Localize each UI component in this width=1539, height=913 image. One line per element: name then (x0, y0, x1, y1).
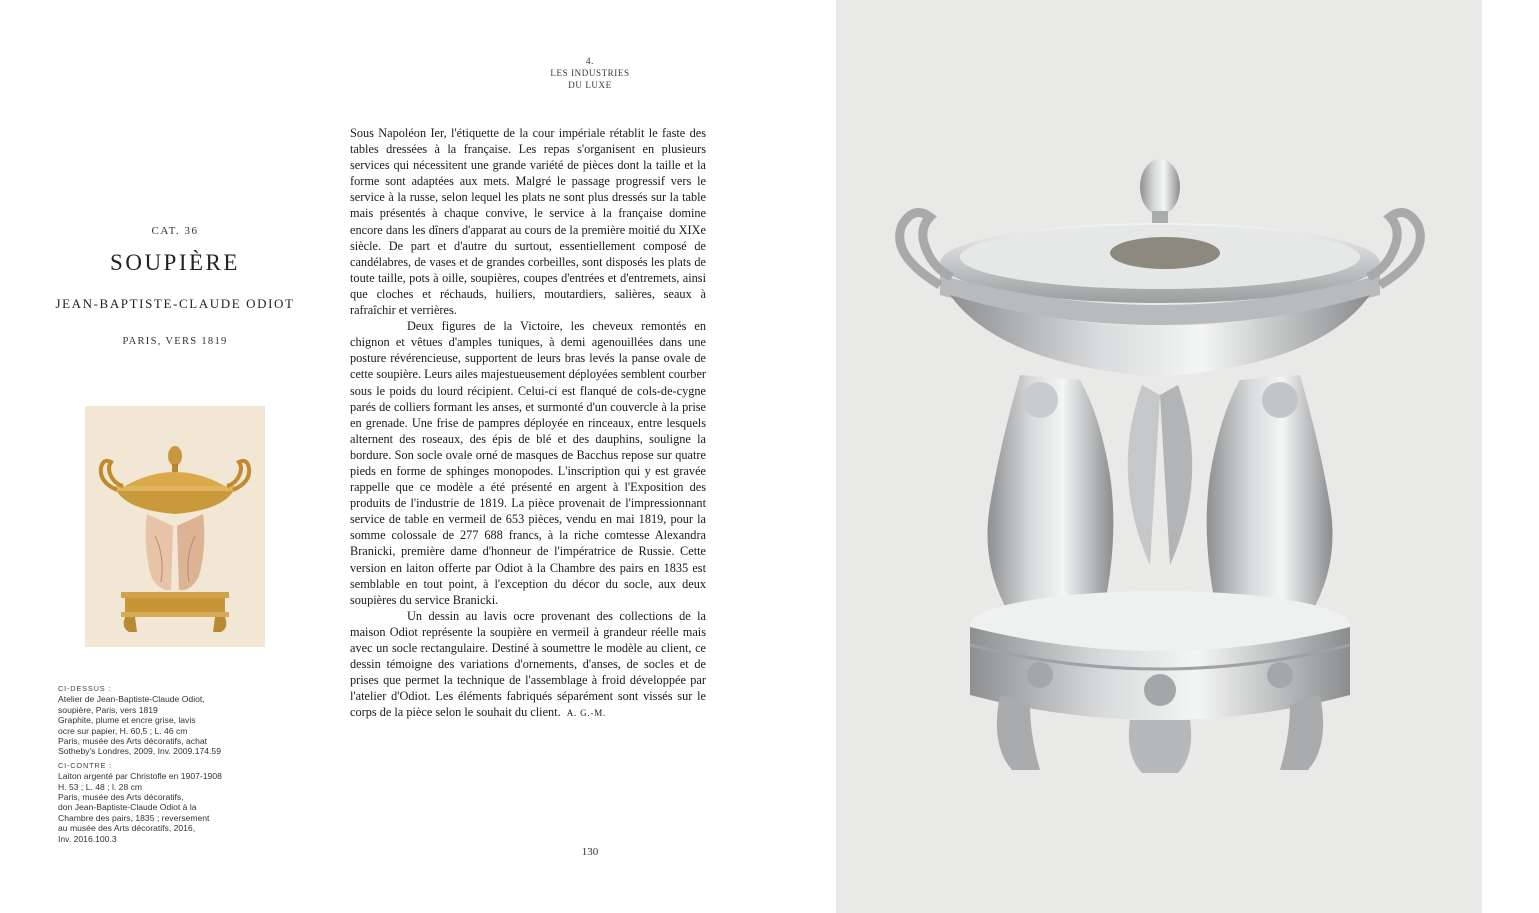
running-head (530, 55, 650, 91)
caption-line: au musée des Arts décoratifs, 2016, (58, 823, 196, 834)
caption-line: Graphite, plume et encre grise, lavis (58, 715, 196, 726)
page-margin (1482, 0, 1539, 913)
page-number: 130 (581, 846, 599, 858)
running-head-line: DU LUXE (568, 80, 612, 90)
caption-line: Chambre des pairs, 1835 ; reversement (58, 812, 210, 823)
image-captions (58, 684, 258, 844)
running-head-line: LES INDUSTRIES (550, 68, 630, 78)
catalogue-number: CAT. 36 (151, 225, 199, 237)
caption-line: H. 53 ; L. 48 ; l. 28 cm (58, 781, 143, 792)
author-signature: A. G.-M. (566, 708, 607, 719)
place-date: PARIS, VERS 1819 (122, 336, 228, 347)
preparatory-drawing-image (85, 406, 265, 647)
caption-line: Atelier de Jean-Baptiste-Claude Odiot, (58, 694, 205, 705)
caption-line: Sotheby's Londres, 2009, Inv. 2009.174.59 (58, 746, 221, 757)
caption-line: Paris, musée des Arts décoratifs, (58, 792, 184, 803)
paragraph-text: Un dessin au lavis ocre provenant des collections de la maison Odiot représente la soupière en vermeil à grandeur réelle mais avec un socle rectangulaire. Destiné à soumettre le modèle au client, ce dessin témoigne des variations d'ornements, d'anses, de socles et de prises que permet la technique de l'assemblage à froid développée par l'atelier d'Odiot. Les éléments fabriqués séparément sont vissés sur le corps de la pièce selon le souhait du client. (350, 608, 706, 720)
caption-label-above: CI-DESSUS : (58, 684, 112, 693)
caption-line: Laiton argenté par Christofle en 1907-1908 (58, 771, 222, 782)
caption-line: soupière, Paris, vers 1819 (58, 704, 158, 715)
caption-label-opposite: CI-CONTRE : (58, 760, 112, 770)
paragraph: Deux figures de la Victoire, les cheveux remontés en chignon et vêtues d'amples tuniques, à demi agenouillées dans une posture révérencieuse, supportent de leurs bras levés la panse ovale de cette soupière. Leurs ailes majestueusement déployées semblent courber sous le poids du lourd récipient. Celui-ci est flanqué de cols-de-cygne parés de colliers formant les anses, et surmonté d'un couvercle à la prise en grenade. Une frise de pampres déployée en rinceaux, entre lesquels alternent des roseaux, des épis de blé et des dauphins, souligne la bordure. Son socle ovale orné de masques de Bacchus repose sur quatre pieds en forme de sphinges monopodes. L'inscription qui y est gravée rappelle que ce modèle a été présenté en argent à l'Exposition des produits de l'industrie de 1819. La pièce provenait de l'impressionnant service de table en vermeil de 653 pièces, vendu en mai 1819, pour la somme colossale de 277 688 francs, à la riche comtesse Alexandra Branicki, première dame d'honneur de l'impératrice de Russie. Cette version en laiton offerte par Odiot à la Chambre des pairs en 1835 est semblable en tout point, à l'exception du décor du socle, aux deux soupières du service Branicki. (350, 319, 706, 607)
caption-line: ocre sur papier, H. 60,5 ; L. 46 cm (58, 725, 188, 736)
caption-line: don Jean-Baptiste-Claude Odiot à la (58, 802, 197, 813)
page-title: SOUPIÈRE (110, 250, 240, 275)
caption-line: Inv. 2016.100.3 (58, 833, 117, 844)
paragraph-last (350, 608, 706, 722)
paragraph: Sous Napoléon Ier, l'étiquette de la cour impériale rétablit le faste des tables dressées à la française. Les repas s'organisent en plusieurs services qui nécessitent une grande variété de pièces dont la taille et la forme sont adaptées aux mets. Malgré le passage progressif vers le service à la russe, selon lequel les plats ne sont plus dressés sur la table mais présentés à chaque convive, le service à la française domine encore dans les dîners d'apparat au cours de la première moitié du XIXe siècle. De part et d'autre du surtout, essentiellement composé de candélabres, de vases et de grandes corbeilles, sont disposés les plats de toute taille, pots à oille, soupières, coupes d'entrées et d'entremets, ainsi que cloches et réchauds, huiliers, moutardiers, salières, seaux à rafraîchir et verrières. (350, 126, 706, 318)
author-name: JEAN-BAPTISTE-CLAUDE ODIOT (55, 296, 295, 311)
soupiere-photograph (880, 145, 1440, 795)
caption-line: Paris, musée des Arts décoratifs, achat (58, 736, 208, 747)
body-text (350, 125, 706, 721)
running-head-line: 4. (586, 56, 594, 66)
